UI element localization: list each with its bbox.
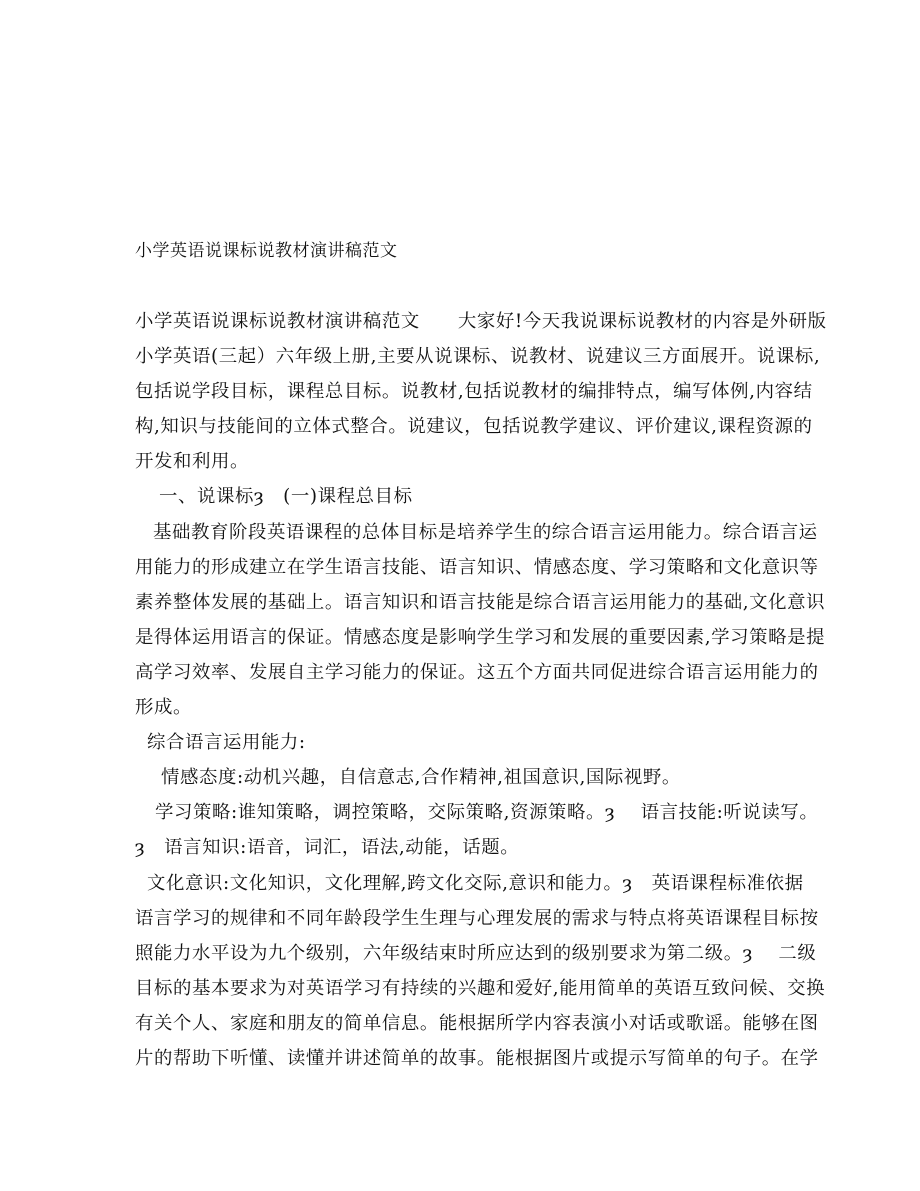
text-line: 开发和利用。: [135, 451, 249, 473]
text-line: ȝ 语言知识:语音，词汇，语法,动能，话题。: [135, 837, 520, 859]
text-line: 文化意识:文化知识，文化理解,跨文化交际,意识和能力。ȝ 英语课程标准依据: [147, 872, 804, 894]
text-line: 是得体运用语言的保证。情感态度是影响学生学习和发展的重要因素,学习策略是提: [135, 626, 826, 648]
text-line: 高学习效率、发展自主学习能力的保证。这五个方面共同促进综合语言运用能力的: [135, 661, 819, 683]
text-line: 情感态度:动机兴趣，自信意志,合作精神,祖国意识,国际视野。: [161, 767, 681, 789]
text-line: 基础教育阶段英语课程的总体目标是培养学生的综合语言运用能力。综合语言运: [153, 521, 818, 543]
text-line: 小学英语说课标说教材演讲稿范文 大家好!今天我说课标说教材的内容是外研版: [135, 311, 827, 332]
text-line: 构,知识与技能间的立体式整合。说建议，包括说教学建议、评价建议,课程资源的: [135, 416, 813, 438]
text-line: 学习策略:谁知策略，调控策略，交际策略,资源策略。ȝ 语言技能:听说读写。: [155, 802, 819, 824]
section-heading: 一、说课标ȝ (一)课程总目标: [159, 486, 413, 508]
text-line: 语言学习的规律和不同年龄段学生生理与心理发展的需求与特点将英语课程目标按: [135, 907, 819, 929]
document-body: [135, 304, 827, 1076]
text-line: 小学英语(三起）六年级上册,主要从说课标、说教材、说建议三方面展开。说课标,: [135, 346, 821, 368]
text-line: 照能力水平设为九个级别，六年级结束时所应达到的级别要求为第二级。ȝ 二级: [135, 942, 817, 964]
text-line: 形成。: [135, 697, 192, 719]
document-title: 小学英语说课标说教材演讲稿范文: [135, 241, 398, 261]
text-line: 有关个人、家庭和朋友的简单信息。能根据所学内容表演小对话或歌谣。能够在图: [135, 1012, 819, 1034]
text-line: 片的帮助下听懂、读懂并讲述简单的故事。能根据图片或提示写简单的句子。在学: [135, 1047, 819, 1069]
text-line: 用能力的形成建立在学生语言技能、语言知识、情感态度、学习策略和文化意识等: [135, 556, 819, 578]
text-line: 目标的基本要求为对英语学习有持续的兴趣和爱好,能用简单的英语互致问候、交换: [135, 977, 826, 999]
text-line: 综合语言运用能力:: [147, 732, 306, 754]
text-line: 包括说学段目标，课程总目标。说教材,包括说教材的编排特点，编写体例,内容结: [135, 381, 813, 403]
text-line: 素养整体发展的基础上。语言知识和语言技能是综合语言运用能力的基础,文化意识: [135, 591, 826, 613]
